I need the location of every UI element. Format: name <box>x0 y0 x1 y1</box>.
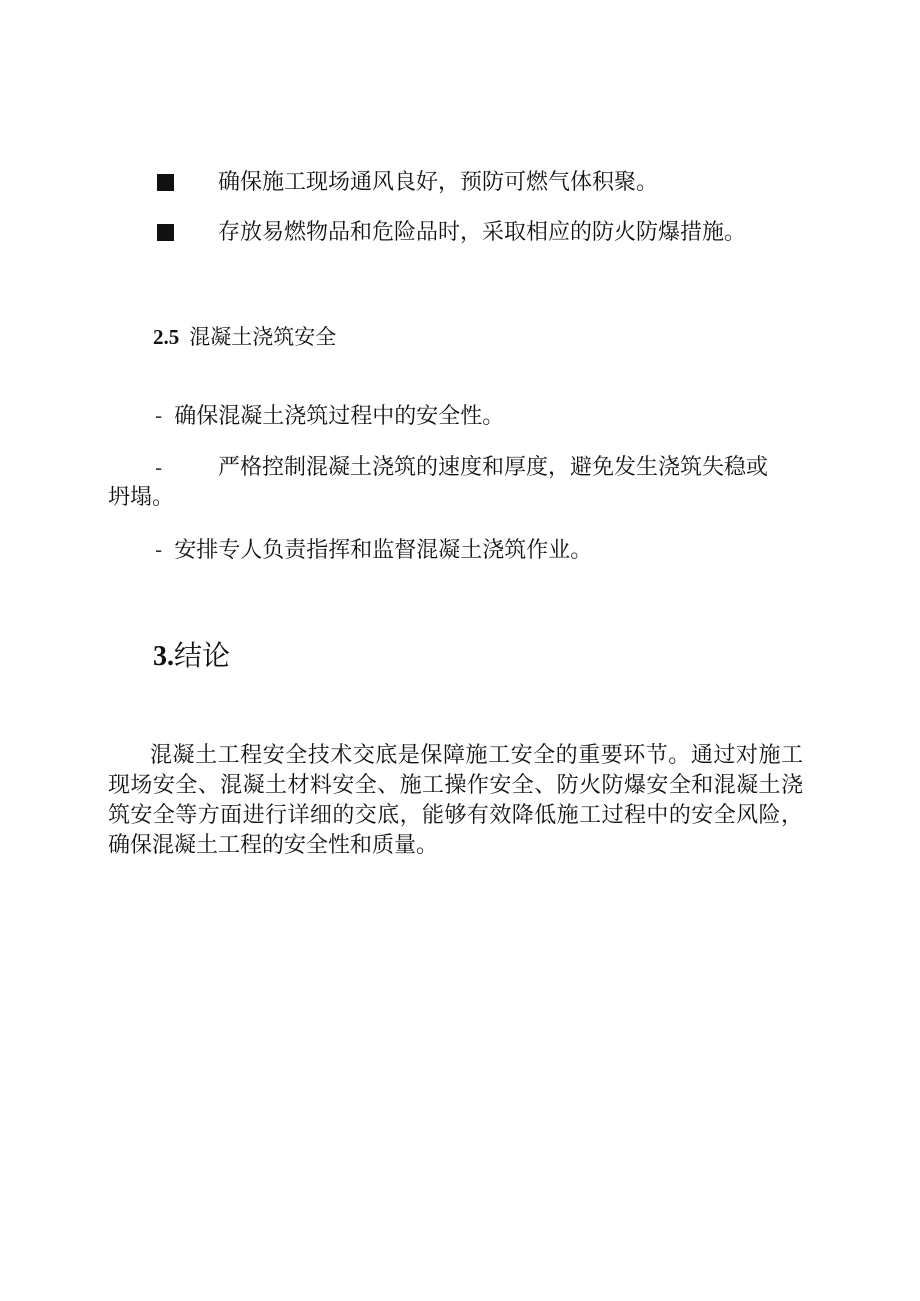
dash-marker: - <box>155 538 163 562</box>
square-bullet-icon <box>157 224 174 241</box>
dash-marker: - <box>155 404 163 428</box>
list-item: 存放易燃物品和危险品时，采取相应的防火防爆措施。 <box>218 220 747 245</box>
section-title: 混凝土浇筑安全 <box>189 325 337 349</box>
list-item-text: 安排专人负责指挥和监督混凝土浇筑作业。 <box>174 538 593 563</box>
section-title: 结论 <box>174 639 231 672</box>
list-item: 确保施工现场通风良好，预防可燃气体积聚。 <box>218 170 659 195</box>
conclusion-paragraph: 混凝土工程安全技术交底是保障施工安全的重要环节。通过对施工现场安全、混凝土材料安全、施工操作安全、防火防爆安全和混凝土浇筑安全等方面进行详细的交底，能够有效降低施工过程中的安全风险，确保混凝土工程的安全性和质量。 <box>108 743 803 858</box>
section-number: 2.5 <box>153 325 180 349</box>
list-item <box>155 535 592 566</box>
section-number: 3. <box>153 641 174 672</box>
list-item <box>155 401 504 432</box>
list-item-text-continued: 坍塌。 <box>108 485 175 510</box>
section-heading-3 <box>153 638 230 675</box>
square-bullet-icon <box>157 174 174 191</box>
list-item-text: 严格控制混凝土浇筑的速度和厚度，避免发生浇筑失稳或 <box>218 455 769 480</box>
list-item-text: 确保混凝土浇筑过程中的安全性。 <box>174 404 505 429</box>
dash-marker: - <box>155 456 163 480</box>
section-heading-2-5 <box>153 322 336 352</box>
